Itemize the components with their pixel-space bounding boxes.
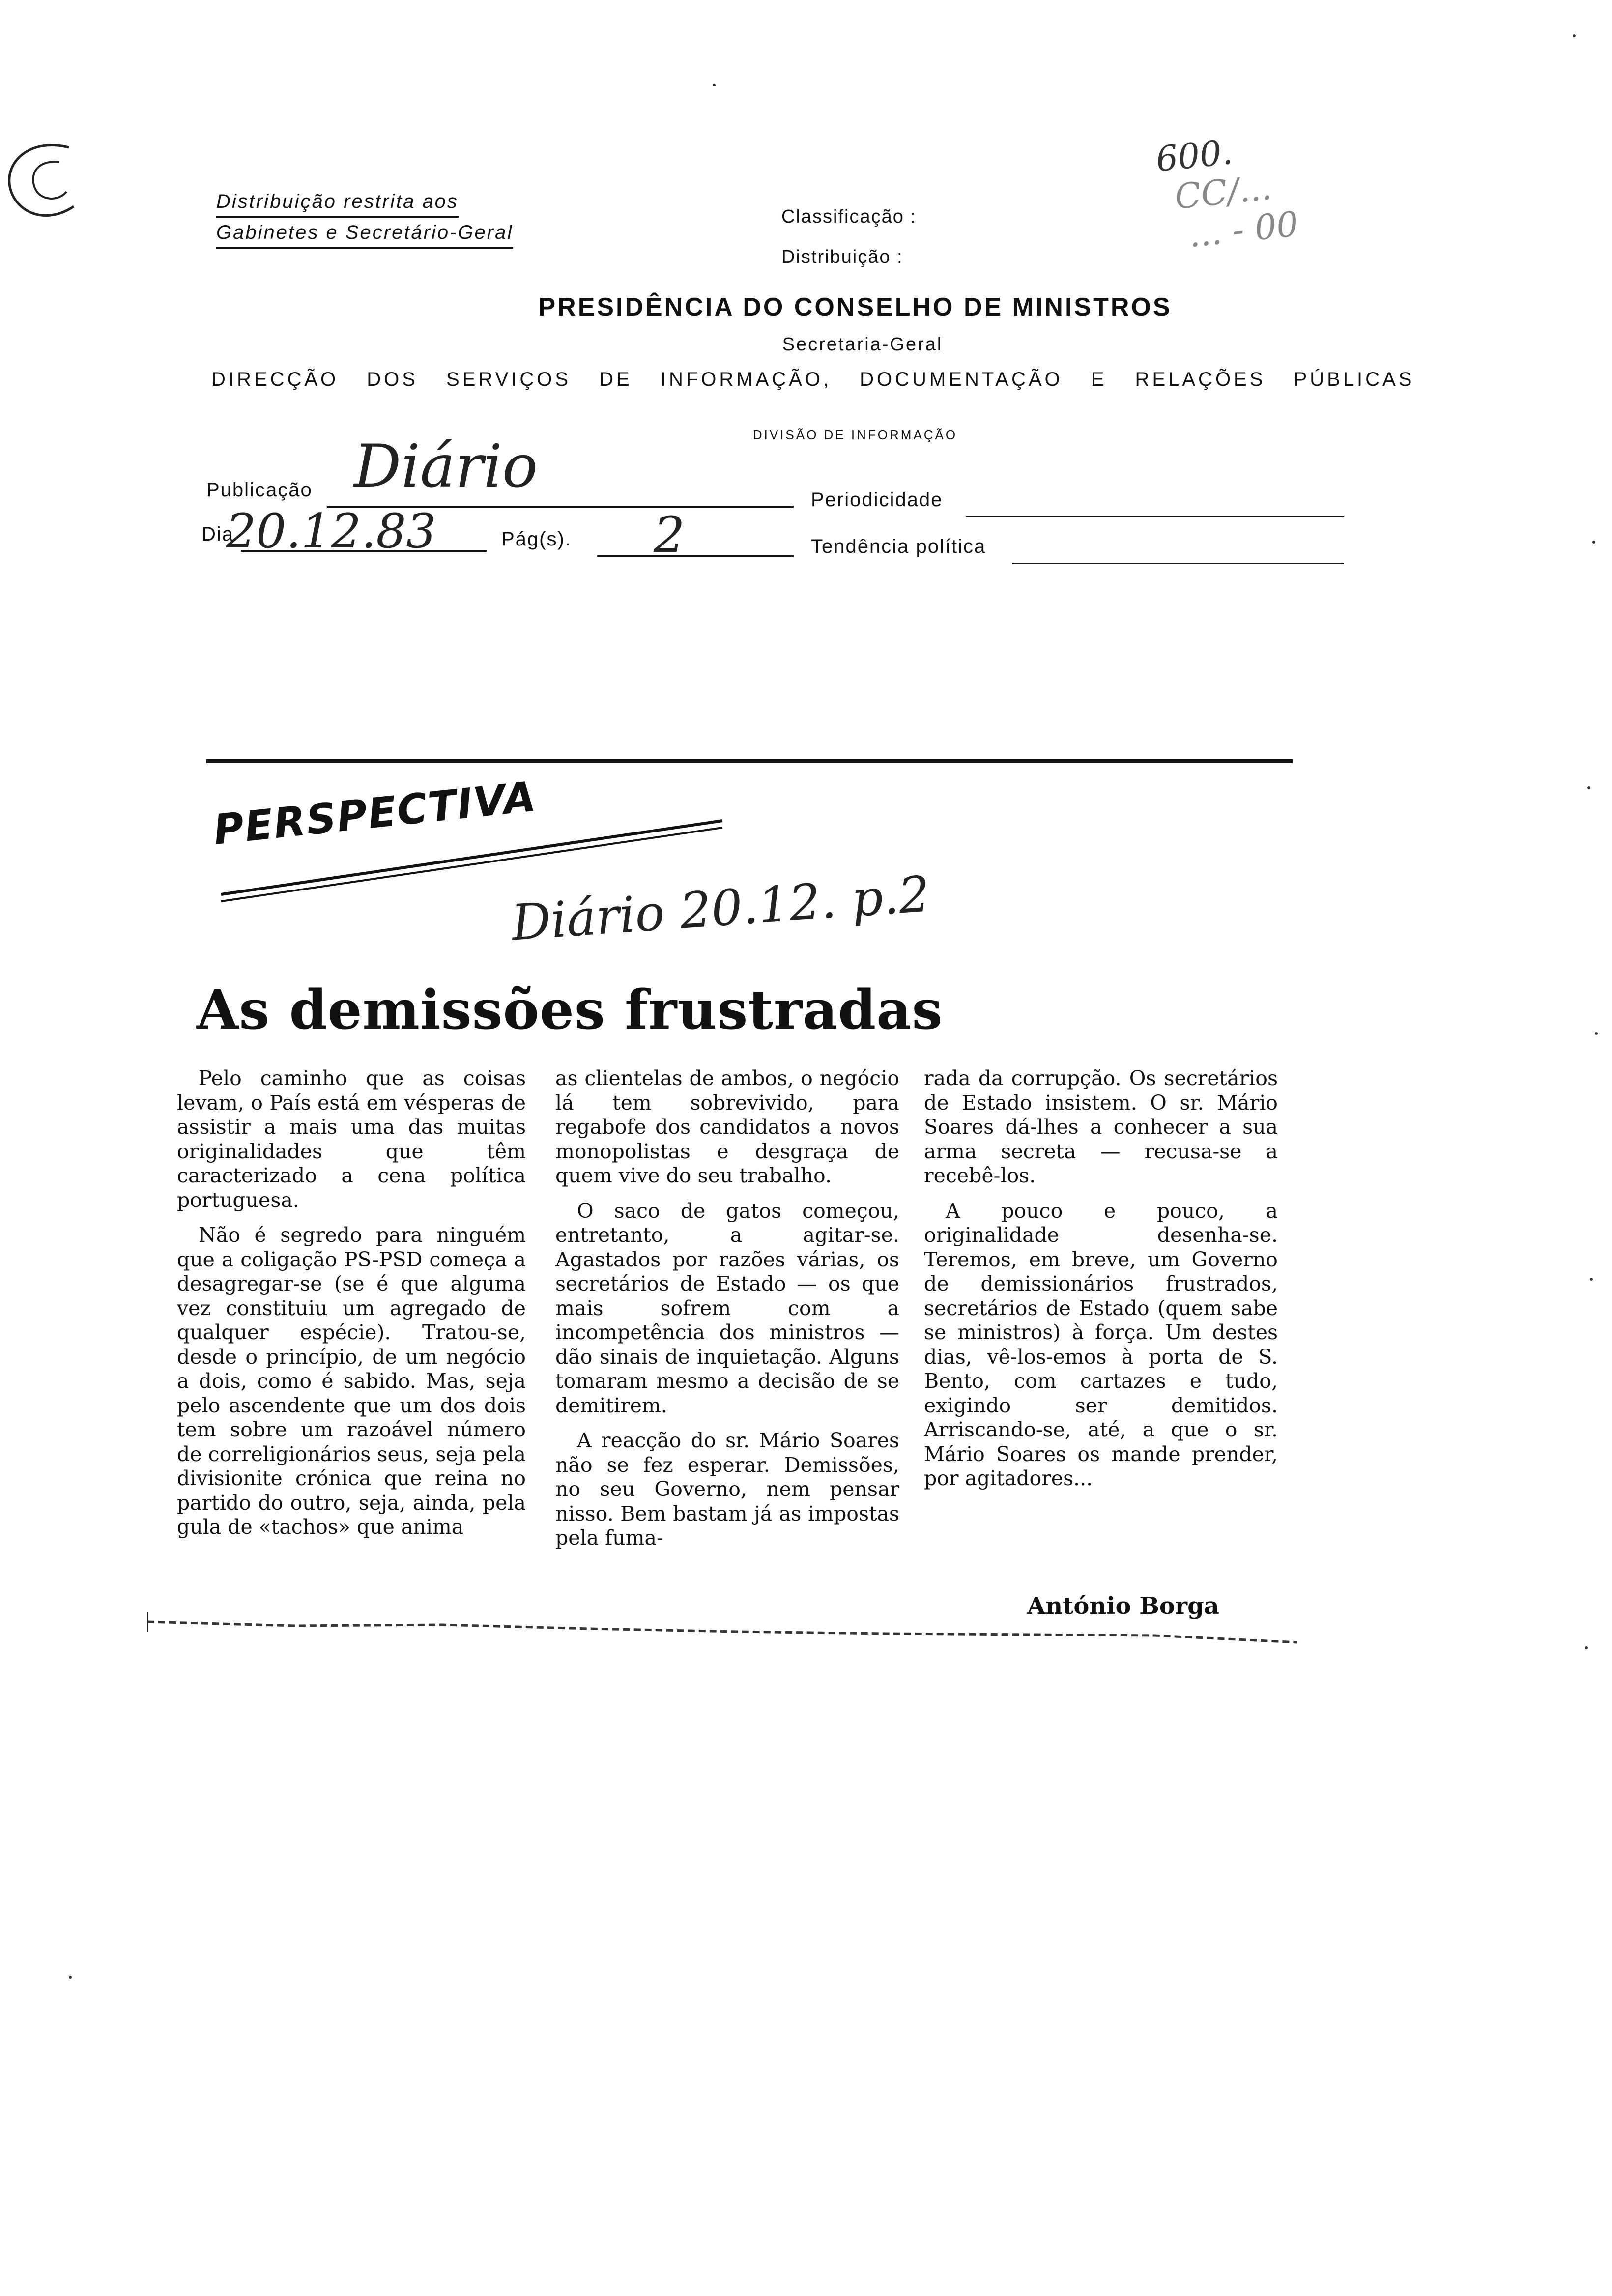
section-banner: PERSPECTIVA — [211, 772, 539, 854]
paragraph: O saco de gatos começou, entretanto, a agitar-se. Agastados por razões várias, os secretários de Estado — os que mais sofrem com a incompetência dos ministros — dão sinais de inquietação. Alguns tomaram mesmo a decisão de se demitirem. — [555, 1199, 899, 1417]
clipping-bottom-edge — [147, 1612, 1307, 1656]
article-headline: As demissões frustradas — [197, 978, 943, 1041]
publication-value: Diário — [354, 432, 538, 501]
corner-note-line-1: 600. — [1154, 131, 1235, 180]
clipping-top-rule — [206, 759, 1293, 763]
pages-value: 2 — [654, 506, 685, 564]
article-column-3 — [924, 1066, 1278, 1491]
stamp-mark — [0, 133, 84, 231]
scan-speck — [1587, 786, 1590, 789]
distribution-label: Distribuição : — [781, 247, 903, 267]
tendency-label: Tendência política — [811, 536, 986, 557]
publication-label: Publicação — [206, 479, 313, 501]
periodicity-line — [966, 516, 1344, 517]
classification-label: Classificação : — [781, 206, 917, 227]
distribution-line-1: Distribuição restrita aos — [216, 187, 459, 218]
corner-note-line-3: ... - 00 — [1186, 203, 1300, 256]
scan-speck — [713, 84, 716, 86]
distribution-note — [216, 187, 513, 249]
agency-name: PRESIDÊNCIA DO CONSELHO DE MINISTROS — [538, 293, 1172, 321]
paragraph: A pouco e pouco, a originalidade desenha-se. Teremos, em breve, um Governo de demissionários frustrados, secretários de Estado (quem sabe se ministros) à força. Um destes dias, vê-los-emos à porta de S. Bento, com cartazes e tudo, exigindo ser demitidos. Arriscando-se, até, a que o sr. Mário Soares os mande prender, por agitadores... — [924, 1199, 1278, 1490]
pages-line — [597, 555, 794, 557]
scan-speck — [1595, 1032, 1598, 1035]
paragraph: as clientelas de ambos, o negócio lá tem sobrevivido, para regabofe dos candidatos a novos monopolistas e desgraça de quem vive do seu trabalho. — [555, 1066, 899, 1187]
article-column-1 — [177, 1066, 526, 1540]
day-value: 20.12.83 — [226, 504, 436, 559]
corner-note-line-2: CC/... — [1173, 167, 1274, 217]
classification-block — [781, 197, 917, 277]
pages-label: Pág(s). — [501, 528, 572, 550]
day-label: Dia — [202, 523, 234, 545]
agency-sub: Secretaria-Geral — [782, 334, 943, 355]
corner-handwritten-note — [1154, 126, 1300, 257]
article-byline: António Borga — [1027, 1592, 1219, 1620]
distribution-line-2: Gabinetes e Secretário-Geral — [216, 218, 513, 249]
scan-speck — [1573, 34, 1576, 37]
paragraph: rada da corrupção. Os secretários de Estado insistem. O sr. Mário Soares dá-lhes a conhecer a sua arma secreta — recusa-se a recebê-los. — [924, 1066, 1278, 1187]
article-column-2 — [555, 1066, 899, 1550]
scan-speck — [1590, 1278, 1593, 1281]
clipping-handnote: Diário 20.12. p.2 — [509, 865, 932, 952]
paragraph: A reacção do sr. Mário Soares não se fez esperar. Demissões, no seu Governo, nem pensar nisso. Bem bastam já as impostas pela fuma- — [555, 1429, 899, 1550]
agency-division: DIVISÃO DE INFORMAÇÃO — [752, 428, 958, 442]
agency-direction: DIRECÇÃO DOS SERVIÇOS DE INFORMAÇÃO, DOCUMENTAÇÃO E RELAÇÕES PÚBLICAS — [211, 369, 1415, 390]
paragraph: Não é segredo para ninguém que a coligação PS-PSD começa a desagregar-se (se é que alguma vez constituiu um agregado de qualquer espécie). Tratou-se, desde o princípio, de um negócio a dois, como é sabido. Mas, seja pelo ascendente que um dos dois tem sobre um razoável número de correligionários seus, seja pela divisionite crónica que reina no partido do outro, seja, ainda, pela gula de «tachos» que anima — [177, 1223, 526, 1539]
scan-speck — [1592, 541, 1595, 544]
scan-speck — [69, 1976, 72, 1979]
tendency-line — [1012, 563, 1344, 564]
paragraph: Pelo caminho que as coisas levam, o País está em vésperas de assistir a mais uma das muitas originalidades que têm caracterizado a cena política portuguesa. — [177, 1066, 526, 1212]
periodicity-label: Periodicidade — [811, 489, 943, 511]
scan-speck — [1585, 1646, 1588, 1649]
